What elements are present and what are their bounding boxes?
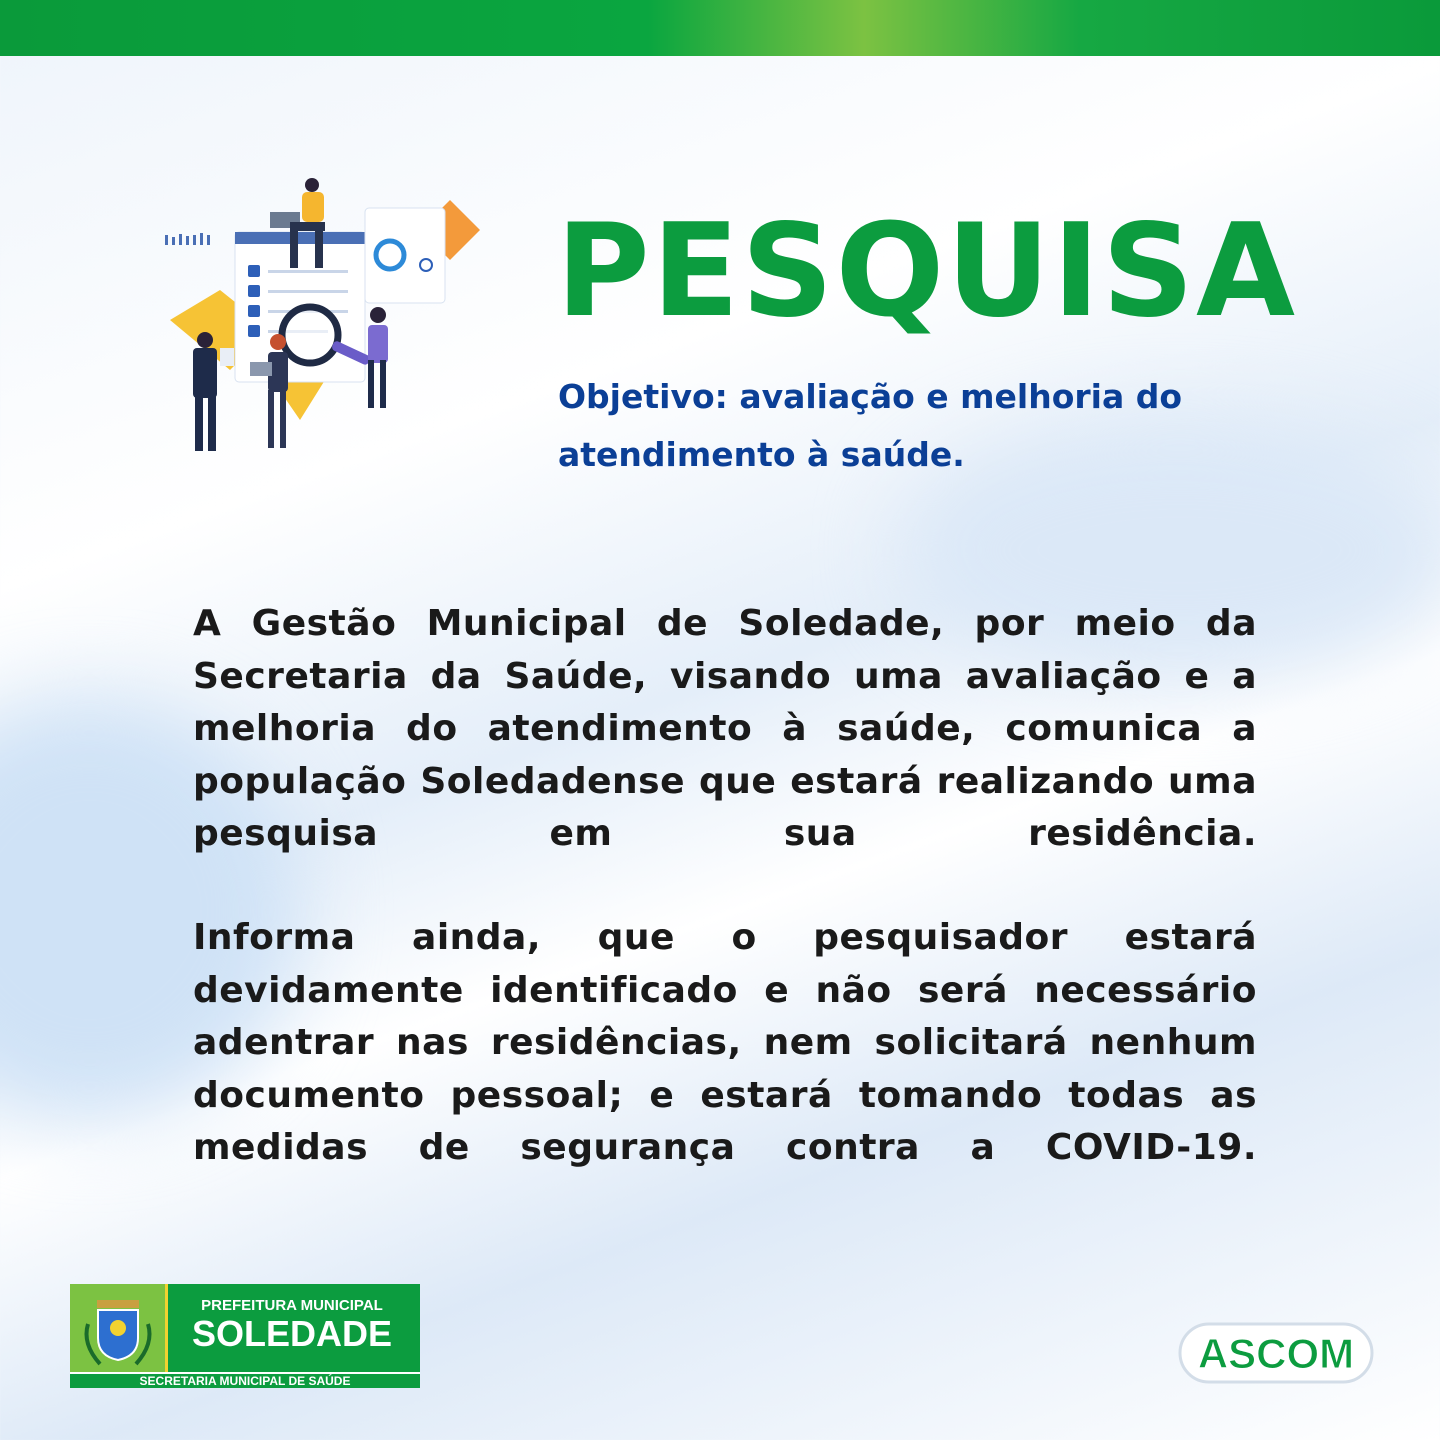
person-woman-right [368, 307, 388, 408]
body-paragraph-1: A Gestão Municipal de Soledade, por meio da Secretaria da Saúde, visando uma avaliação e a melhoria do atendimento à saúde, comunica a população Soledadense que estará realizando uma pesquisa em sua residência. [193, 603, 1257, 854]
window-header [235, 232, 365, 244]
prefeitura-logo [70, 1284, 420, 1388]
page-title: PESQUISA [556, 197, 1298, 346]
logo-line-2: SOLEDADE [191, 1313, 393, 1354]
magnifier-icon [282, 307, 338, 363]
top-banner-bar [0, 0, 1440, 56]
person-man-left [193, 332, 234, 451]
logo-line-3: SECRETARIA MUNICIPAL DE SAÚDE [139, 1374, 351, 1388]
ascom-text: ASCOM [1197, 1330, 1355, 1377]
page-subtitle: Objetivo: avaliação e melhoria do atendimento à saúde. [558, 377, 1183, 474]
ascom-logo [1178, 1322, 1374, 1384]
survey-illustration [150, 170, 530, 470]
logo-line-1: PREFEITURA MUNICIPAL [201, 1297, 383, 1314]
bar-chart-icon [165, 233, 210, 245]
body-paragraph-2: Informa ainda, que o pesquisador estará devidamente identificado e não será necessário adentrar nas residências, nem solicitará nenhum documento pessoal; e estará tomando todas as medidas de segurança contra a COVID-19. [193, 917, 1257, 1168]
